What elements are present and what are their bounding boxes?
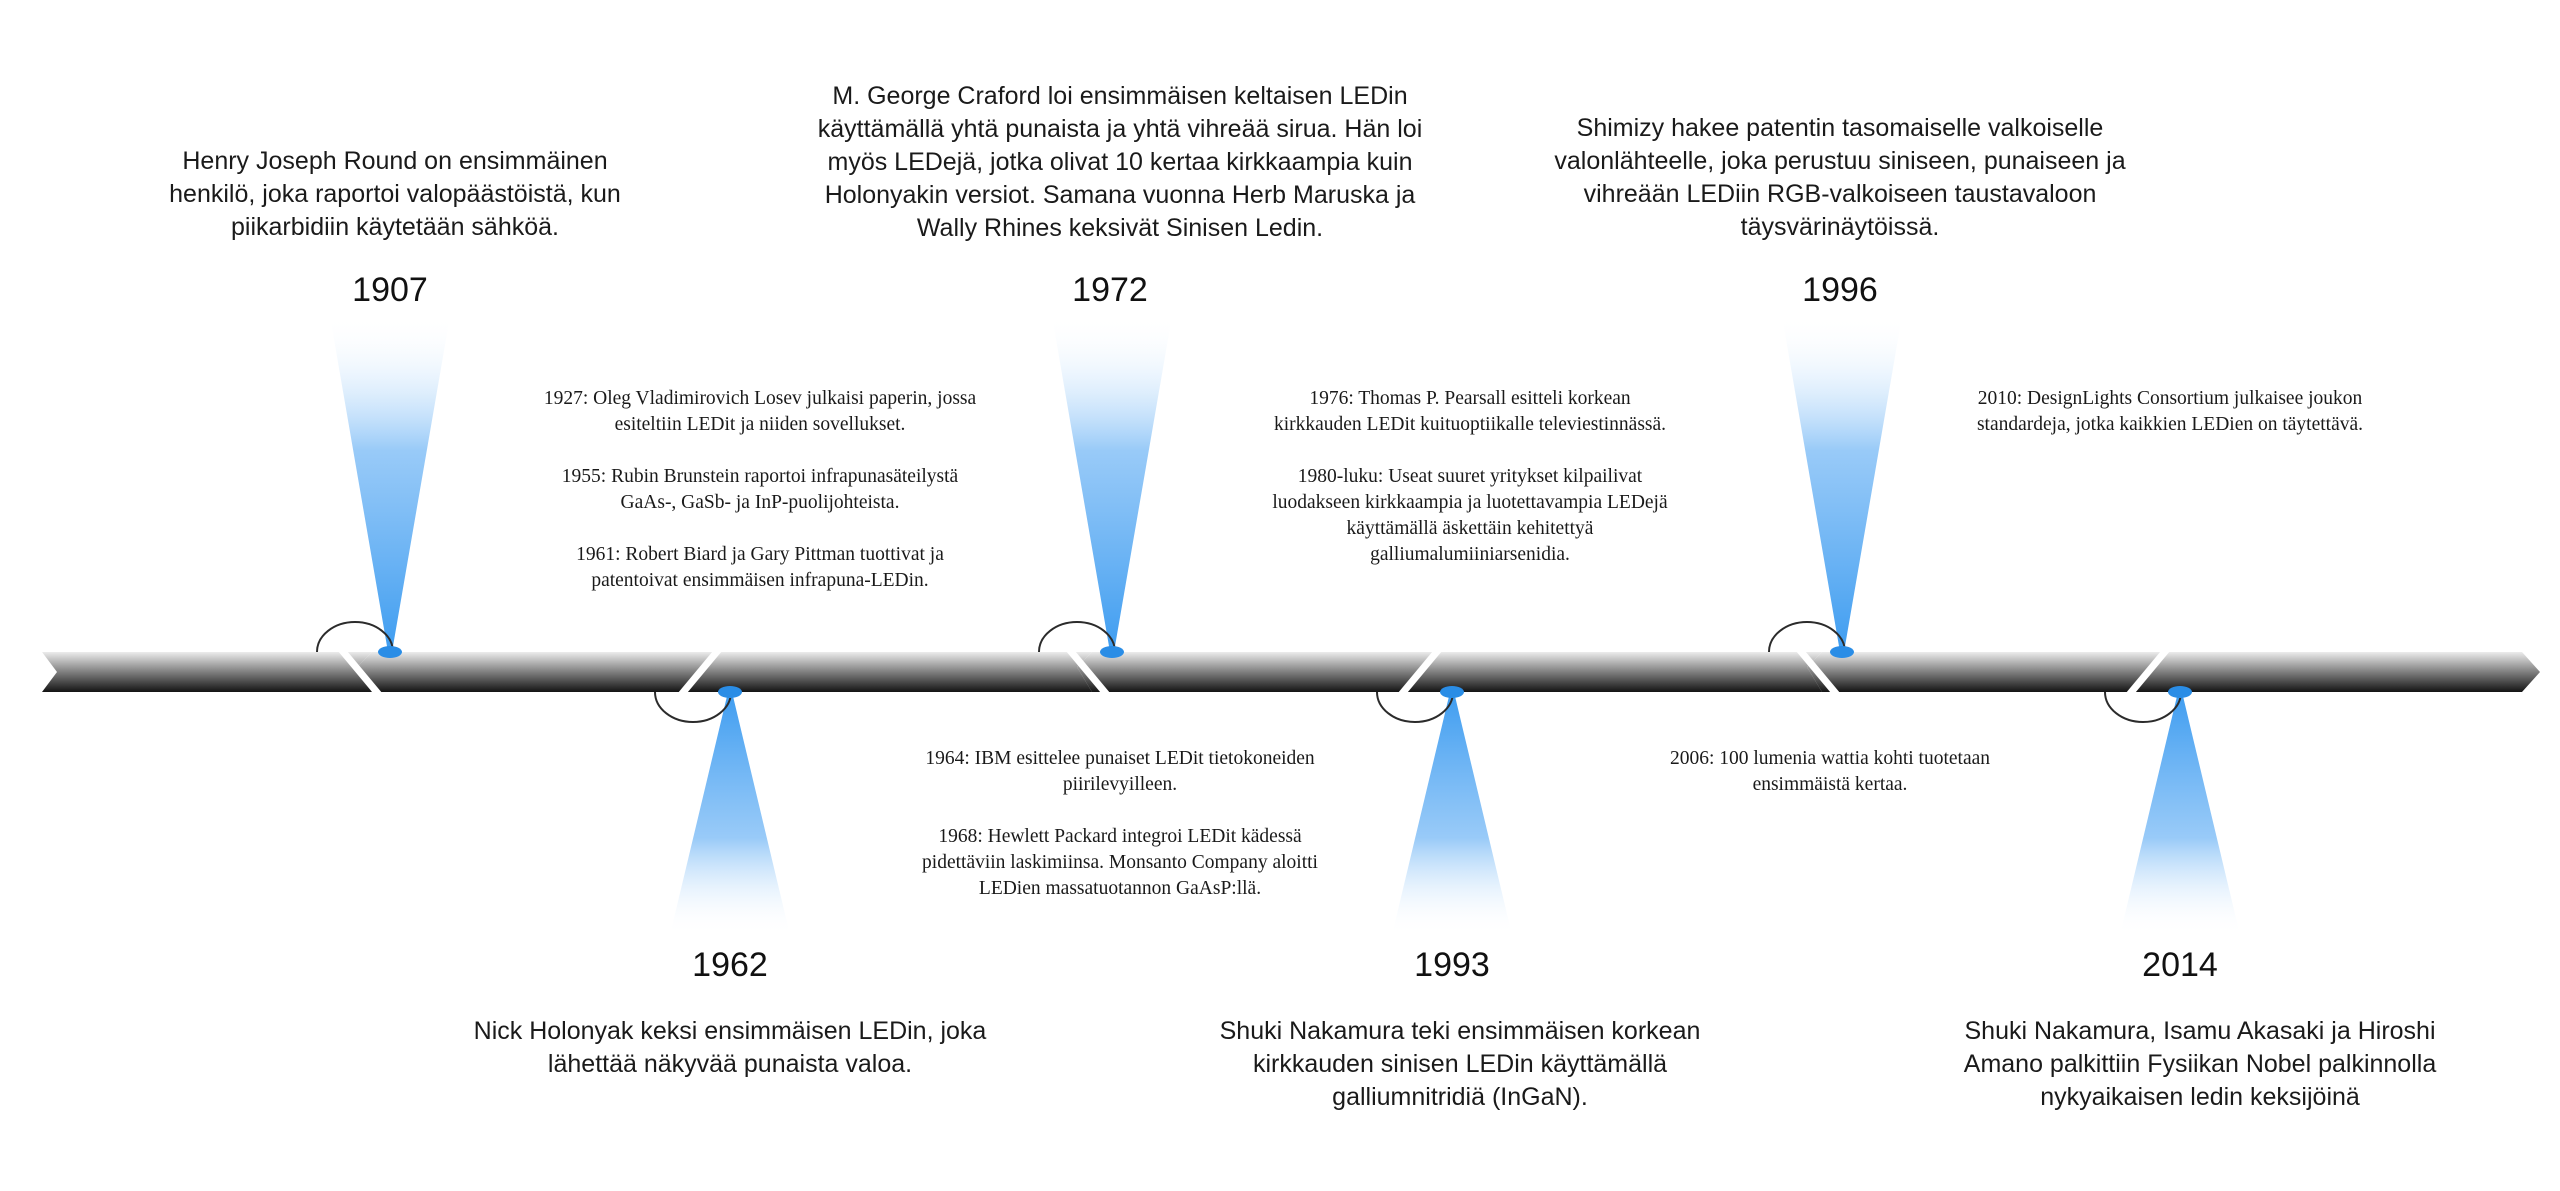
timeline-bar-segment <box>1802 652 2540 692</box>
marker-arc <box>1039 622 1115 652</box>
milestone-text-1972: M. George Craford loi ensimmäisen keltaisen LEDin käyttämällä yhtä punaista ja yhtä vihreää sirua. Hän loi myös LEDejä, jotka olivat 10 kertaa kirkkaampia kuin Holonyakin versiot. Samana vuonna Herb Maruska ja Wally Rhines keksivät Sinisen Ledin. <box>817 82 1423 242</box>
timeline-bar-segment <box>42 652 372 692</box>
milestone-year-1962: 1962 <box>692 946 768 984</box>
marker-arc <box>655 692 731 722</box>
marker-arc <box>1377 692 1453 722</box>
milestone-text-1993: Shuki Nakamura teki ensimmäisen korkean kirkkauden sinisen LEDin käyttämällä galliumnitridiä (InGaN). <box>1219 1017 1701 1111</box>
note-2010: 2010: DesignLights Consortium julkaisee joukon standardeja, jotka kaikkien LEDien on täytettävä. <box>1976 388 2364 435</box>
marker-1962 <box>718 686 742 698</box>
light-beam-2014 <box>2120 692 2240 935</box>
marker-2014 <box>2168 686 2192 698</box>
milestone-text-2014: Shuki Nakamura, Isamu Akasaki ja Hiroshi Amano palkittiin Fysiikan Nobel palkinnolla nykyaikaisen ledin keksijöinä <box>1963 1017 2437 1111</box>
marker-arc <box>2105 692 2181 722</box>
milestone-year-2014: 2014 <box>2142 946 2218 984</box>
milestone-year-1993: 1993 <box>1414 946 1490 984</box>
light-beam-1907 <box>330 316 450 652</box>
note-1927-1961: 1927: Oleg Vladimirovich Losev julkaisi paperin, jossa esiteltiin LEDit ja niiden sovellukset. 1955: Rubin Brunstein raportoi infrapunasäteilystä GaAs-, GaSb- ja InP-puolijohteista. 1961: Robert Biard ja Gary Pittman tuottivat ja patentoivat ensimmäisen infrapuna-LEDin. <box>543 388 977 591</box>
light-beam-1993 <box>1392 692 1512 935</box>
milestone-text-1996: Shimizy hakee patentin tasomaiselle valkoiselle valonlähteelle, joka perustuu siniseen, punaiseen ja vihreään LEDiin RGB-valkoiseen taustavaloon täysvärinäytöissä. <box>1554 114 2126 241</box>
milestone-year-1996: 1996 <box>1802 271 1878 309</box>
note-2006: 2006: 100 lumenia wattia kohti tuotetaan ensimmäistä kertaa. <box>1669 748 1991 795</box>
marker-1907 <box>378 646 402 658</box>
marker-arc <box>317 622 393 652</box>
marker-1996 <box>1830 646 1854 658</box>
light-beam-1962 <box>670 692 790 935</box>
light-beam-1972 <box>1052 316 1172 652</box>
marker-arc <box>1769 622 1845 652</box>
note-1976-1980: 1976: Thomas P. Pearsall esitteli korkean kirkkauden LEDit kuituoptiikalle televiestinnässä. 1980-luku: Useat suuret yritykset kilpailivat luodakseen kirkkaampia ja luotettavampia LEDejä käyttämällä äskettäin kehitettyä galliumalumiiniarsenidia. <box>1272 388 1668 565</box>
marker-1972 <box>1100 646 1124 658</box>
note-1964-1968: 1964: IBM esittelee punaiset LEDit tietokoneiden piirilevyilleen. 1968: Hewlett Packard integroi LEDit kädessä pidettäviin laskimiinsa. Monsanto Company aloitti LEDien massatuotannon GaAsP:llä. <box>922 748 1318 899</box>
milestone-year-1907: 1907 <box>352 271 428 309</box>
milestone-year-1972: 1972 <box>1072 271 1148 309</box>
marker-1993 <box>1440 686 1464 698</box>
light-beam-1996 <box>1782 316 1902 652</box>
milestone-text-1907: Henry Joseph Round on ensimmäinen henkilö, joka raportoi valopäästöistä, kun piikarbidiin käytetään sähköä. <box>169 147 621 241</box>
timeline-bar-segment <box>1070 652 1822 692</box>
milestone-text-1962: Nick Holonyak keksi ensimmäisen LEDin, joka lähettää näkyvää punaista valoa. <box>473 1017 987 1078</box>
